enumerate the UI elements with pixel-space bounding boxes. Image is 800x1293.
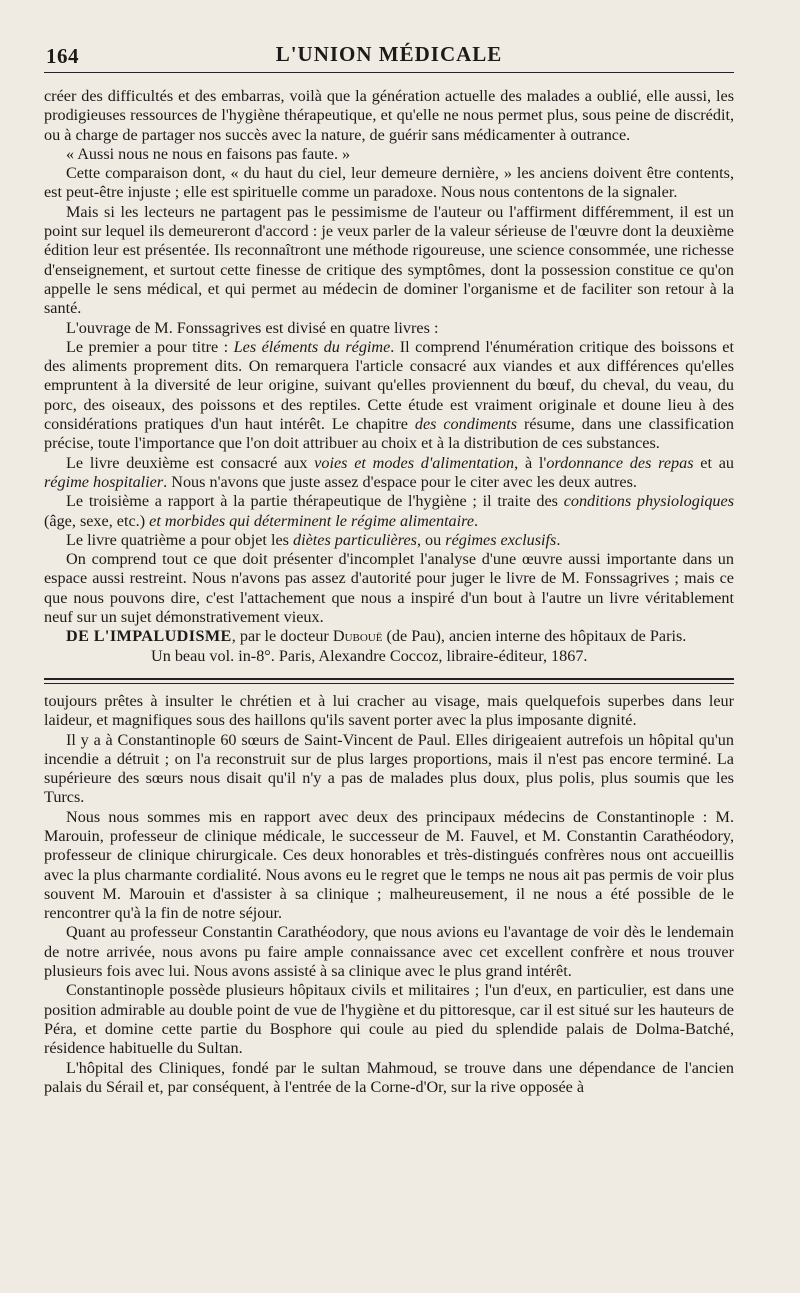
text-run: (âge, sexe, etc.) [44, 511, 150, 530]
paragraph: L'hôpital des Cliniques, fondé par le sultan Mahmoud, se trouve dans une dépendance de l'ancien palais du Sérail et, par conséquent, à l'entrée de la Corne-d'Or, sur la rive opposée à [44, 1058, 734, 1096]
paragraph [44, 454, 734, 493]
text-run: Le livre deuxième est consacré aux [66, 453, 315, 472]
page-number: 164 [46, 44, 79, 68]
feuilleton-separator [44, 678, 734, 684]
text-run: et au [693, 453, 734, 472]
paragraph [44, 338, 734, 454]
paragraph: L'ouvrage de M. Fonssagrives est divisé en quatre livres : [66, 318, 439, 337]
review-section [44, 87, 734, 1097]
text-run: Le premier a pour titre : [66, 337, 234, 356]
emphasis: diètes particulières [293, 530, 417, 549]
paragraph: « Aussi nous ne nous en faisons pas faute. » [66, 144, 351, 163]
paragraph: On comprend tout ce que doit présenter d'incomplet l'analyse d'une œuvre aussi importante dans un espace aussi restreint. Nous n'avons pas assez d'autorité pour juger le livre de M. Fonssagrives ; mais ce que nous pouvons dire, c'est l'attachement que nous a inspiré d'un bout à l'autre un livre véritablement neuf sur un sujet démonstrativement vieux. [44, 550, 734, 627]
running-head [44, 38, 734, 73]
bibliographic-reference [44, 627, 734, 646]
emphasis: conditions physiologiques [563, 492, 734, 511]
paragraph: Quant au professeur Constantin Carathéodory, que nous avions eu l'avantage de voir dès le lendemain de notre arrivée, nous avons pu faire ample connaissance avec cet excellent confrère et nous trouver plusieurs fois avec lui. Nous avons assisté à sa clinique avec le plus grand intérêt. [44, 923, 734, 981]
reference-title: DE L'IMPALUDISME [66, 627, 232, 646]
text-run: résume, dans une classification précise, toute l'importance que l'on doit attribuer au choix et à la distribution de ces substances. [44, 415, 734, 453]
emphasis: régime hospitalier [44, 472, 164, 491]
reference-publication: Un beau vol. in-8°. Paris, Alexandre Coccoz, libraire-éditeur, 1867. [151, 646, 588, 665]
paragraph: créer des difficultés et des embarras, voilà que la génération actuelle des malades a oublié, elle aussi, les prodigieuses ressources de l'hygiène thérapeutique, et qu'elle ne nous permet plus, sous peine de discrédit, ou à charge de partager nos succès avec la nature, de guérir sans médicamenter à outrance. [44, 87, 734, 144]
emphasis: des condiments [414, 415, 518, 434]
text-run: , par le docteur [231, 627, 333, 646]
emphasis: et morbides qui déterminent le régime alimentaire [149, 511, 475, 530]
emphasis: régimes exclusifs [445, 530, 557, 549]
text-run: . Nous n'avons que juste assez d'espace pour le citer avec les deux autres. [163, 472, 637, 491]
text-run: . Il comprend l'énumération critique des boissons et des aliments proprement dits. On remarquera l'article consacré aux viandes et aux différences qu'elles empruntent à la diversité de leur origine, suivant qu'elles proviennent du bœuf, du cheval, du veau, du porc, des oiseaux, des poissons et des reptiles. Cette étude est vraiment originale et doune lieu à des considérations pratiques d'un haut intérêt. Le chapitre [44, 337, 734, 434]
text-run: (de Pau), ancien interne des hôpitaux de Paris. [382, 627, 687, 646]
paragraph: Constantinople possède plusieurs hôpitaux civils et militaires ; l'un d'eux, en particulier, est dans une position admirable au double point de vue de l'hygiène et du pittoresque, car il est situé sur les hauteurs de Péra, et domine cette partie du Bosphore qui coule au pied du splendide palais de Dolma-Batché, résidence habituelle du Sultan. [44, 981, 734, 1058]
reference-author: Dubouë [332, 627, 383, 646]
text-run: . [474, 511, 479, 530]
paragraph [44, 492, 734, 531]
paragraph: toujours prêtes à insulter le chrétien et à lui cracher au visage, mais quelquefois superbes dans leur laideur, et magnifiques sous des haillons qu'ils savent porter avec la plus imposante dignité. [44, 691, 734, 730]
book-part-title: Les éléments du régime [233, 337, 391, 356]
text-run: . [556, 530, 561, 549]
emphasis: voies et modes d'alimentation [314, 453, 515, 472]
journal-title: L'UNION MÉDICALE [275, 42, 503, 66]
feuilleton-section [44, 692, 734, 1097]
paragraph: Il y a à Constantinople 60 sœurs de Saint-Vincent de Paul. Elles dirigeaient autrefois un hôpital qu'un incendie a détruit ; on l'a reconstruit sur de plus larges proportions, mais il n'est pas encore terminé. La supérieure des sœurs nous disait qu'il n'y a pas de malades plus doux, plus polis, plus soumis que les Turcs. [44, 730, 734, 807]
paragraph: Nous nous sommes mis en rapport avec deux des principaux médecins de Constantinople : M. Marouin, professeur de clinique médicale, le successeur de M. Fauvel, et M. Constantin Carathéodory, professeur de clinique chirurgicale. Ces deux honorables et très-distingués confrères nous ont accueillis avec la plus charmante cordialité. Nous avons eu le regret que le temps ne nous ait pas permis de voir plus souvent M. Marouin et d'assister à sa clinique ; malheureusement, il ne nous a été possible de le rencontrer qu'à la fin de notre séjour. [44, 807, 734, 923]
emphasis: ordonnance des repas [546, 453, 694, 472]
paragraph [44, 531, 734, 550]
text-run: , à l' [514, 453, 547, 472]
paragraph: Mais si les lecteurs ne partagent pas le pessimisme de l'auteur ou l'affirment différemment, il est un point sur lequel ils demeureront d'accord : je veux parler de la valeur sérieuse de l'œuvre dont la deuxième édition leur est présentée. Ils reconnaîtront une méthode rigoureuse, une science consommée, une richesse d'enseignement, et surtout cette finesse de critique des symptômes, dont la possession constitue ce qu'on appelle le sens médical, et qui permet au médecin de dominer l'organisme et de faciliter son retour à la santé. [44, 202, 734, 318]
paragraph: Cette comparaison dont, « du haut du ciel, leur demeure dernière, » les anciens doivent être contents, est peut-être injuste ; elle est spirituelle comme un paradoxe. Nous nous contentons de la signaler. [44, 164, 734, 202]
text-run: Le livre quatrième a pour objet les [66, 530, 293, 549]
text-run: , ou [416, 530, 446, 549]
text-run: Le troisième a rapport à la partie thérapeutique de l'hygiène ; il traite des [66, 492, 564, 511]
